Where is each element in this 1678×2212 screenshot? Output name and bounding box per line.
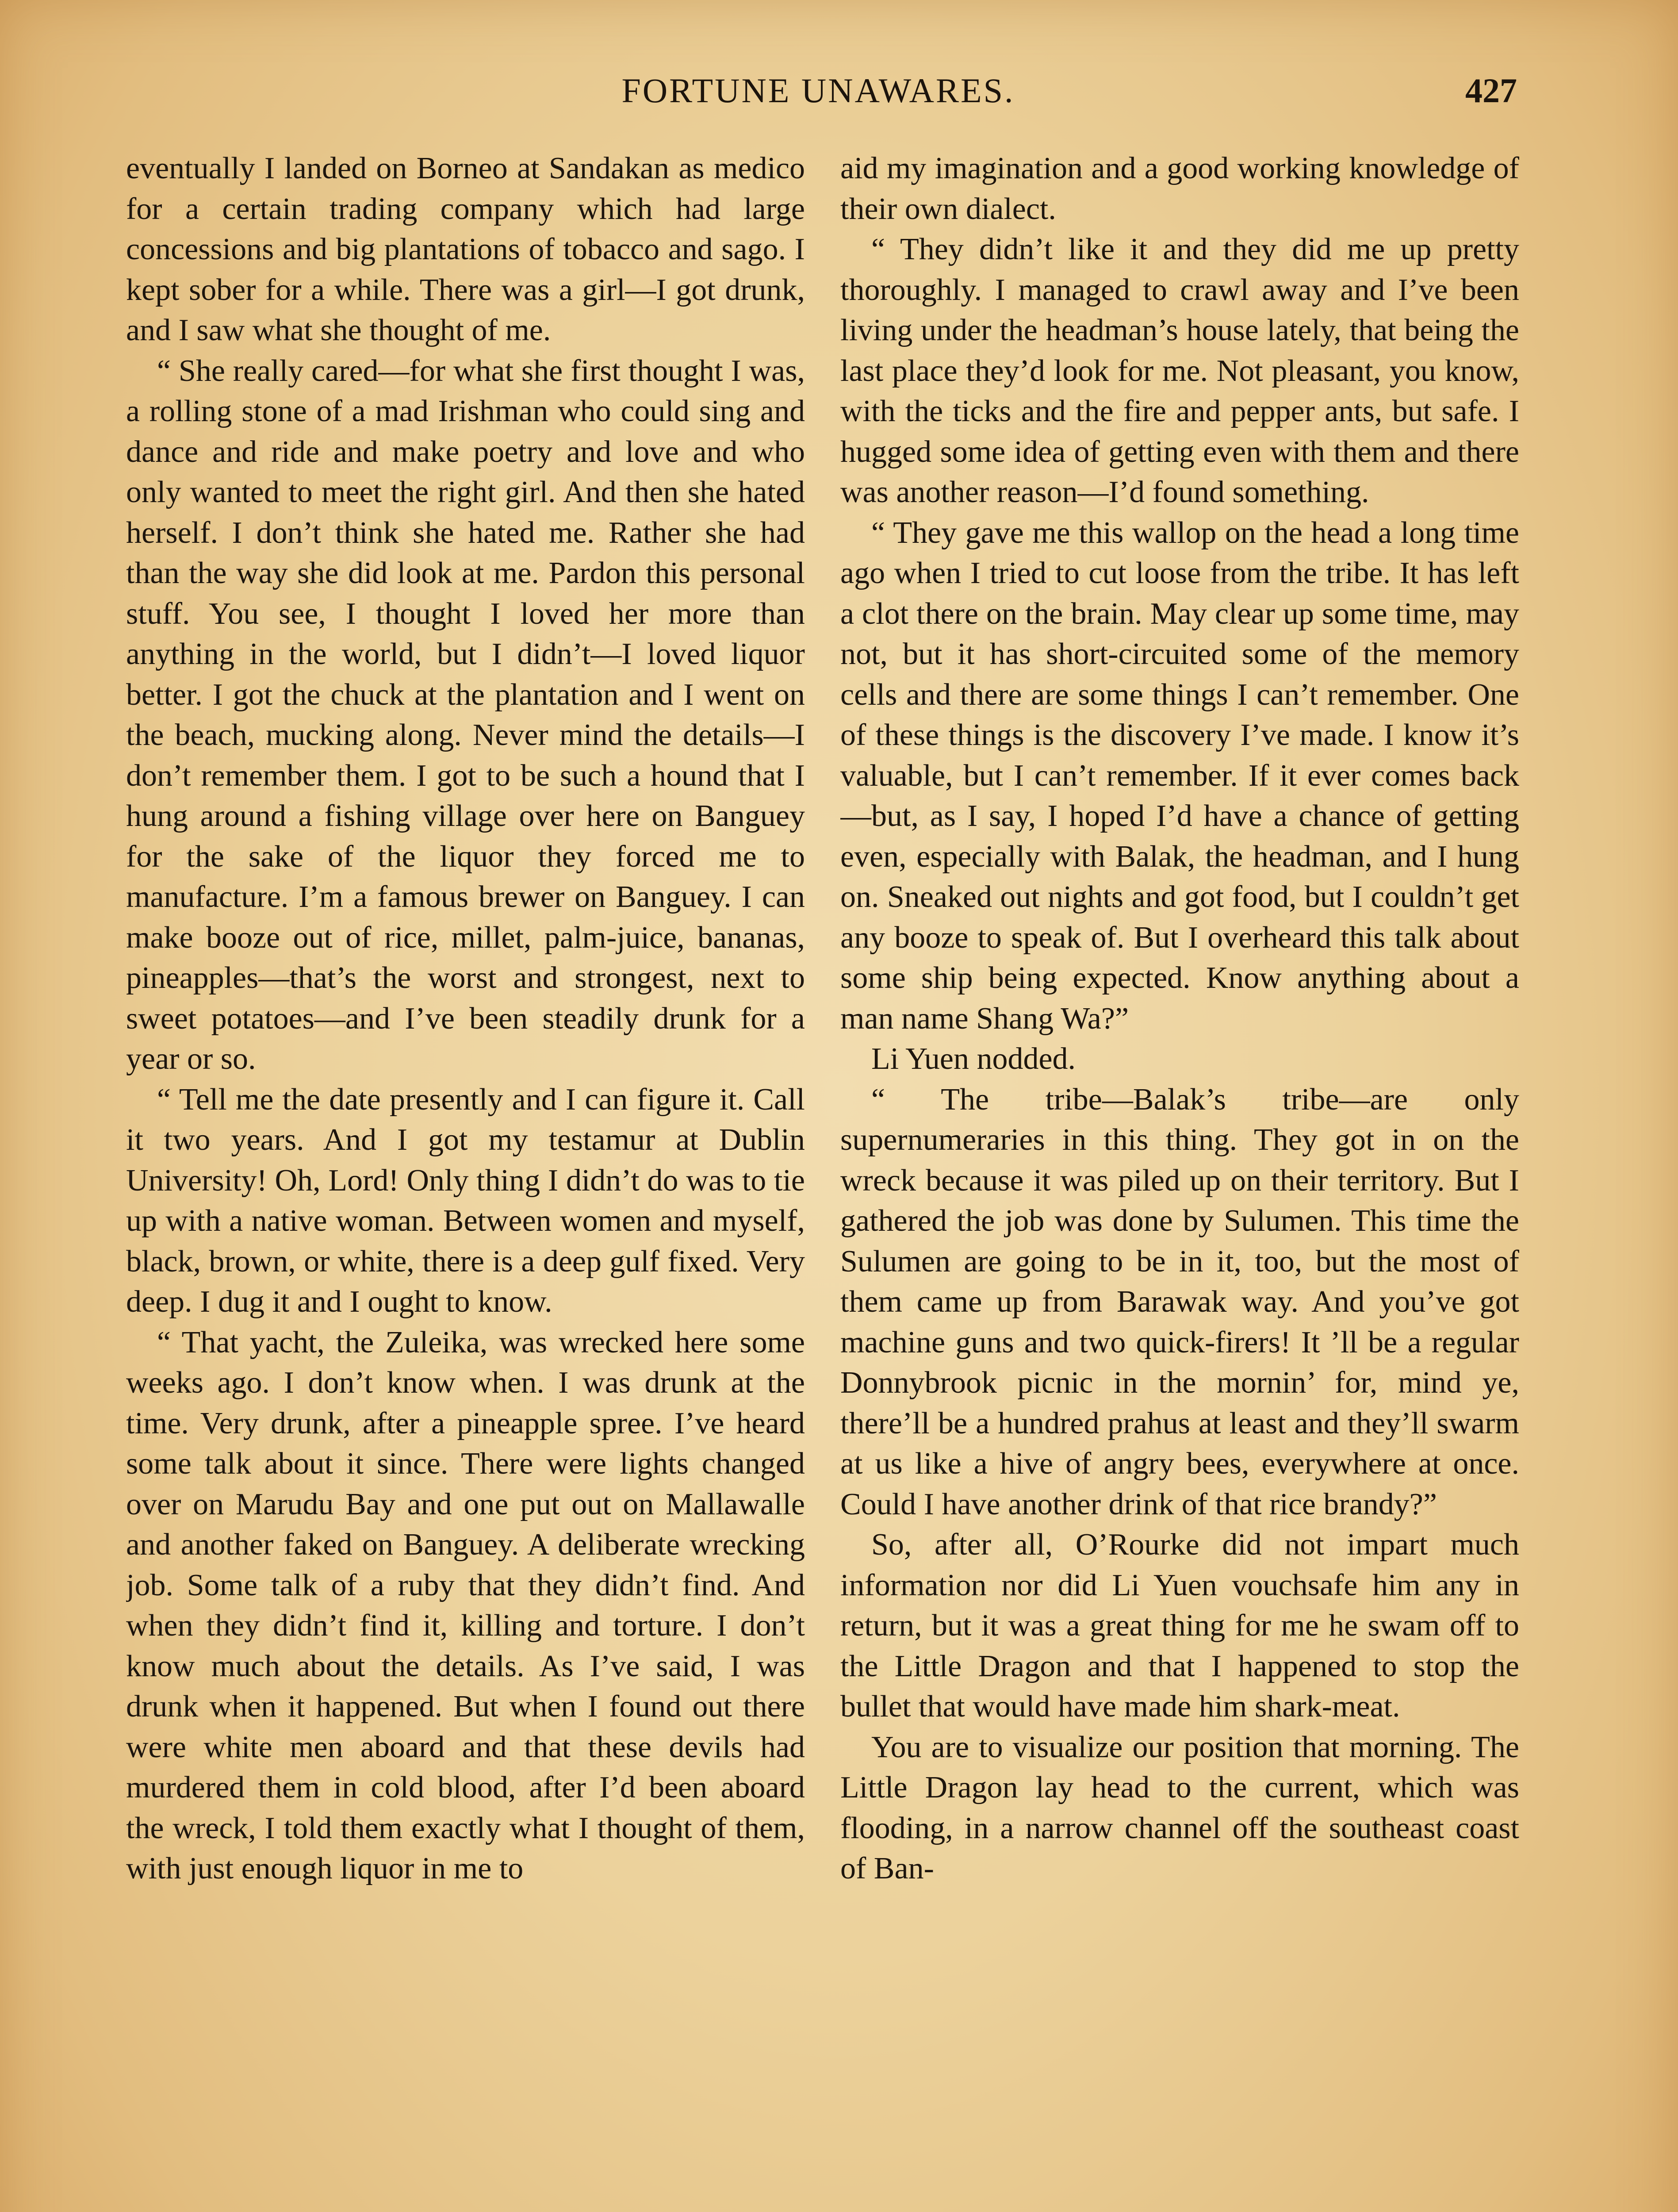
left-paragraph-2: “ She really cared—for what she first thought I was, a rolling stone of a mad Irishman who could sing and dance and ride and make poetry and love and who only wanted to meet the right girl. And then she hated herself. I don’t think she hated me. Rather she had than the way she did look at me. Pardon this personal stuff. You see, I thought I loved her more than anything in the world, but I didn’t—I loved liquor better. I got the chuck at the plantation and I went on the beach, mucking along. Never mind the details—I don’t remember them. I got to be such a hound that I hung around a fishing village over here on Banguey for the sake of the liquor they forced me to manufacture. I’m a famous brewer on Banguey. I can make booze out of rice, millet, palm-juice, bananas, pineapples—that’s the worst and strongest, next to sweet potatoes—and I’ve been steadily drunk for a year or so. — [126, 353, 805, 1076]
right-paragraph-7: You are to visualize our position that morning. The Little Dragon lay head to the current, which was flooding, in a narrow channel off the southeast coast of Ban- — [840, 1730, 1519, 1886]
right-paragraph-6: So, after all, O’Rourke did not impart much information nor did Li Yuen vouchsafe him any in return, but it was a great thing for me he swam off to the Little Dragon and that I happened to stop the bullet that would have made him shark-meat. — [840, 1528, 1519, 1724]
right-paragraph-1: aid my imagination and a good working knowledge of their own dialect. — [840, 151, 1519, 226]
left-paragraph-3: “ Tell me the date presently and I can figure it. Call it two years. And I got my testamur at Dublin University! Oh, Lord! Only thing I didn’t do was to tie up with a native woman. Between women and myself, black, brown, or white, there is a deep gulf fixed. Very deep. I dug it and I ought to know. — [126, 1082, 805, 1319]
right-paragraph-3: “ They gave me this wallop on the head a long time ago when I tried to cut loose from the tribe. It has left a clot there on the brain. May clear up some time, may not, but it has short-circuited some of the memory cells and there are some things I can’t remember. One of these things is the discovery I’ve made. I know it’s valuable, but I can’t remember. If it ever comes back—but, as I say, I hoped I’d have a chance of getting even, especially with Balak, the headman, and I hung on. Sneaked out nights and got food, but I couldn’t get any booze to speak of. But I overheard this talk about some ship being expected. Know anything about a man name Shang Wa?” — [840, 515, 1519, 1036]
left-paragraph-4: “ That yacht, the Zuleika, was wrecked here some weeks ago. I don’t know when. I was drunk at the time. Very drunk, after a pineapple spree. I’ve heard some talk about it since. There were lights changed over on Marudu Bay and one put out on Mallawalle and another faked on Banguey. A deliberate wrecking job. Some talk of a ruby that they didn’t find. And when they didn’t find it, killing and torture. I don’t know much about the details. As I’ve said, I was drunk when it happened. But when I found out there were white men aboard and that these devils had murdered them in cold blood, after I’d been aboard the wreck, I told them exactly what I thought of them, with just enough liquor in me to — [126, 1325, 805, 1886]
right-paragraph-2: “ They didn’t like it and they did me up pretty thoroughly. I managed to crawl away and I’ve been living under the headman’s house lately, that being the last place they’d look for me. Not pleasant, you know, with the ticks and the fire and pepper ants, but safe. I hugged some idea of getting even with them and there was another reason—I’d found something. — [840, 232, 1519, 509]
right-column — [840, 148, 1519, 2212]
running-title: FORTUNE UNAWARES. — [621, 71, 1015, 110]
page-number: 427 — [1465, 71, 1517, 110]
left-paragraph-1: eventually I landed on Borneo at Sandakan as medico for a certain trading company which had large concessions and big plantations of tobacco and sago. I kept sober for a while. There was a girl—I got drunk, and I saw what she thought of me. — [126, 151, 805, 347]
page-header — [119, 71, 1517, 124]
right-paragraph-4: Li Yuen nodded. — [871, 1042, 1076, 1076]
right-paragraph-5: “ The tribe—Balak’s tribe—are only supernumeraries in this thing. They got in on the wreck because it was piled up on their territory. But I gathered the job was done by Sulumen. This time the Sulumen are going to be in it, too, but the most of them came up from Barawak way. And you’ve got machine guns and two quick-firers! It ’ll be a regular Donnybrook picnic in the mornin’ for, mind ye, there’ll be a hundred prahus at least and they’ll swarm at us like a hive of angry bees, everywhere at once. Could I have another drink of that rice brandy?” — [840, 1082, 1519, 1521]
left-column — [126, 148, 805, 2212]
